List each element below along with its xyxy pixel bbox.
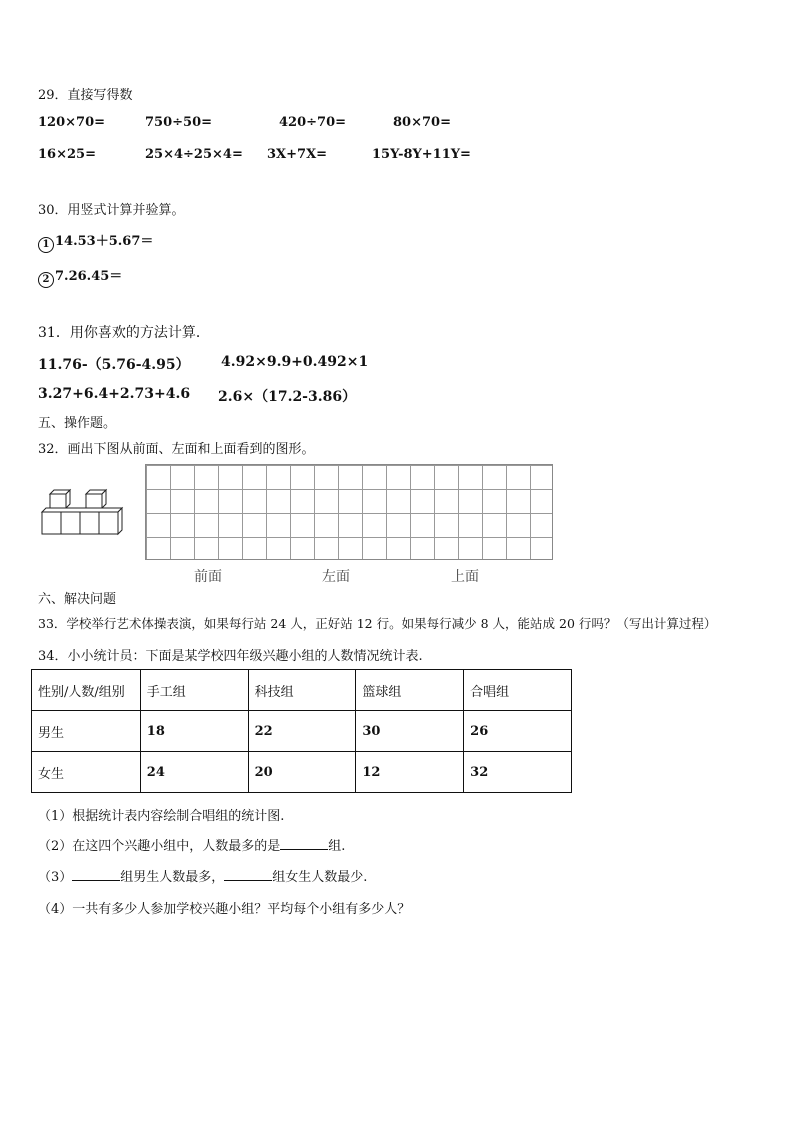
q33-text: 33．学校举行艺术体操表演，如果每行站 24 人，正好站 12 行。如果每行减少 8 人，能站成 20 行吗？（写出计算过程） (38, 616, 717, 631)
cube-stack-figure (38, 486, 130, 538)
q30-title: 30．用竖式计算并验算。 (38, 203, 185, 218)
q29-r1-c2: 750÷50= (145, 115, 213, 130)
q29-r2-c4: 15Y-8Y+11Y= (372, 147, 471, 162)
label-front-view: 前面 (194, 569, 222, 585)
table-cell: 12 (356, 752, 464, 793)
table-cell: 18 (140, 711, 248, 752)
q34-sub3-text-c: 组女生人数最少. (272, 870, 368, 885)
answer-blank[interactable] (72, 868, 120, 881)
q29-r1-c3: 420÷70= (279, 115, 347, 130)
q29-r2-c3: 3X+7X= (267, 147, 328, 162)
table-header-cell: 手工组 (140, 670, 248, 711)
q34-sub2-text-a: （2）在这四个兴趣小组中，人数最多的是 (38, 839, 281, 854)
table-header-cell: 篮球组 (356, 670, 464, 711)
table-header-cell: 性别/人数/组别 (32, 670, 141, 711)
answer-blank[interactable] (280, 837, 328, 850)
circled-number-2: 2 (38, 272, 54, 288)
table-cell: 22 (248, 711, 356, 752)
stats-table (31, 669, 572, 793)
q31-r2-c1: 3.27+6.4+2.73+4.6 (38, 386, 191, 402)
q31-r1-c1: 11.76-（5.76-4.95） (38, 357, 190, 373)
table-cell: 26 (464, 711, 572, 752)
table-row (32, 711, 572, 752)
section-5-heading: 五、操作题。 (38, 416, 117, 431)
q34-sub2-text-b: 组. (328, 839, 346, 854)
q30-item1-text: 14.53＋5.67＝ (55, 234, 154, 249)
q34-sub4: （4）一共有多少人参加学校兴趣小组？平均每个小组有多少人？ (38, 902, 411, 917)
q34-sub3-text-b: 组男生人数最多， (120, 870, 225, 885)
table-cell: 30 (356, 711, 464, 752)
table-cell: 女生 (32, 752, 141, 793)
answer-blank[interactable] (224, 868, 272, 881)
q29-r2-c2: 25×4÷25×4= (145, 147, 243, 162)
q34-sub3-text-a: （3） (38, 870, 73, 885)
q32-title: 32．画出下图从前面、左面和上面看到的图形。 (38, 442, 315, 457)
q34-sub2 (38, 835, 345, 854)
label-left-view: 左面 (322, 569, 350, 585)
table-row (32, 752, 572, 793)
table-cell: 20 (248, 752, 356, 793)
q29-r2-c1: 16×25= (38, 147, 96, 162)
q29-r1-c1: 120×70= (38, 115, 106, 130)
table-cell: 男生 (32, 711, 141, 752)
q31-r2-c2: 2.6×（17.2-3.86） (218, 389, 357, 405)
q30-item1 (38, 230, 153, 253)
table-cell: 24 (140, 752, 248, 793)
drawing-grid[interactable] (145, 464, 553, 560)
label-top-view: 上面 (451, 569, 479, 585)
circled-number-1: 1 (38, 237, 54, 253)
q29-title: 29．直接写得数 (38, 88, 133, 103)
table-header-cell: 合唱组 (464, 670, 572, 711)
table-cell: 32 (464, 752, 572, 793)
q31-r1-c2: 4.92×9.9+0.492×1 (221, 354, 369, 370)
section-6-heading: 六、解决问题 (38, 592, 117, 607)
q31-title: 31．用你喜欢的方法计算． (38, 325, 210, 341)
q30-item2 (38, 265, 122, 288)
table-header-cell: 科技组 (248, 670, 356, 711)
q30-item2-text: 7.26.45＝ (55, 269, 123, 284)
q34-sub3 (38, 866, 367, 885)
table-header-row (32, 670, 572, 711)
q34-sub1: （1）根据统计表内容绘制合唱组的统计图. (38, 809, 285, 824)
q34-title: 34．小小统计员：下面是某学校四年级兴趣小组的人数情况统计表. (38, 649, 423, 664)
q29-r1-c4: 80×70= (393, 115, 451, 130)
